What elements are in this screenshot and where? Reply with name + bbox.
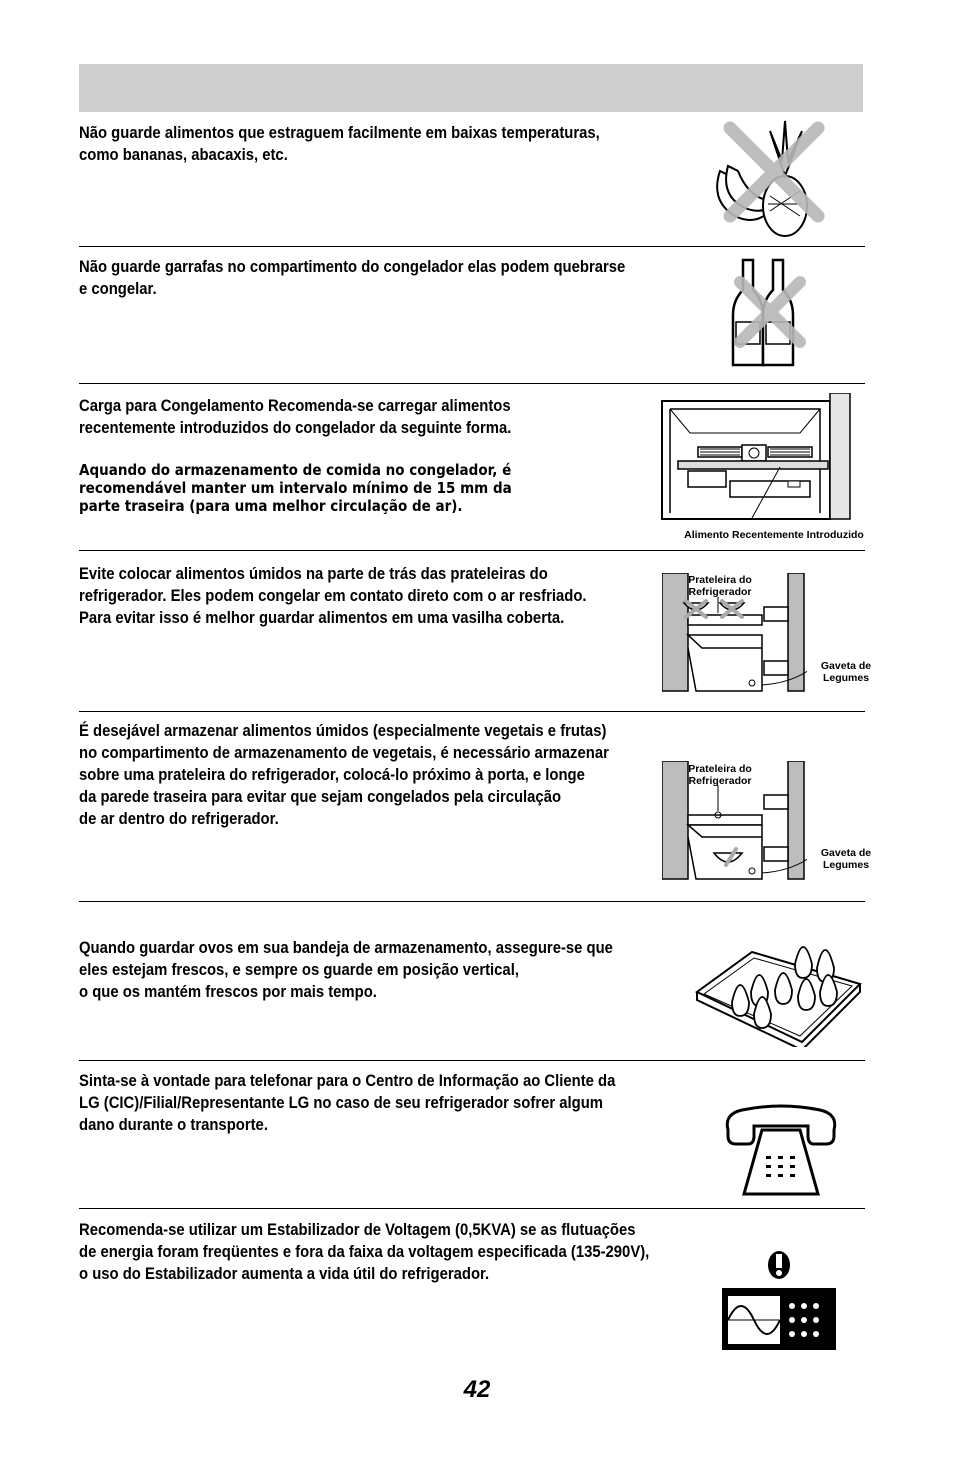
figure-label: Alimento Recentemente Introduzido — [684, 529, 864, 541]
section-text: Recomenda-se utilizar um Estabilizador de Voltagem (0,5KVA) se as flutuações de energia foram freqüentes e fora da faixa da voltagem especificada (135-290V), o uso do Estabilizador aumenta a vida útil do refrigerador. — [79, 1221, 650, 1283]
page-number: 42 — [463, 1376, 491, 1403]
voltage-stabilizer-icon — [720, 1250, 838, 1352]
divider — [79, 383, 865, 384]
section-text: Não guarde alimentos que estraguem facilmente em baixas temperaturas, como bananas, abacaxis, etc. — [79, 124, 600, 164]
divider — [79, 901, 865, 902]
freezer-diagram — [660, 393, 852, 523]
drawer-label: Gaveta de Legumes — [820, 660, 872, 684]
header-bar — [79, 64, 863, 112]
shelf-label: Prateleira do Refrigerador — [688, 763, 752, 787]
section-text: Evite colocar alimentos úmidos na parte de trás das prateleiras do refrigerador. Eles podem congelar em contato direto com o ar resfriado. Para evitar isso é melhor guardar alimentos em uma vasilha coberta. — [79, 565, 587, 627]
divider — [79, 711, 865, 712]
fruit-prohibited-icon — [710, 116, 825, 241]
section-text: Sinta-se à vontade para telefonar para o Centro de Informação ao Cliente da LG (CIC)/Filial/Representante LG no caso de seu refrigerador sofrer algum dano durante o transporte. — [79, 1072, 616, 1134]
drawer-label: Gaveta de Legumes — [820, 847, 872, 871]
section-text: Carga para Congelamento Recomenda-se carregar alimentos recentemente introduzidos do congelador da seguinte forma. — [79, 397, 512, 437]
section-text: Não guarde garrafas no compartimento do congelador elas podem quebrarse e congelar. — [79, 258, 626, 298]
divider — [79, 550, 865, 551]
divider — [79, 1208, 865, 1209]
section-text-secondary: Aquando do armazenamento de comida no congelador, é recomendável manter um intervalo mínimo de 15 mm da parte traseira (para uma melhor circulação de ar). — [79, 461, 512, 515]
egg-tray-icon — [692, 932, 864, 1047]
bottles-prohibited-icon — [728, 250, 813, 372]
divider — [79, 1060, 865, 1061]
shelf-label: Prateleira do Refrigerador — [688, 574, 752, 598]
section-text: É desejável armazenar alimentos úmidos (especialmente vegetais e frutas) no compartimento de armazenamento de vegetais, é necessário armazenar sobre uma prateleira do refrigerador, colocá-lo próximo à porta, e longe da parede traseira para evitar que sejam congelados pela circulação de ar dentro do refrigerador. — [79, 722, 609, 828]
telephone-icon — [722, 1104, 840, 1198]
section-text: Quando guardar ovos em sua bandeja de armazenamento, assegure-se que eles estejam frescos, e sempre os guarde em posição vertical, o que os mantém frescos por mais tempo. — [79, 939, 613, 1001]
divider — [79, 246, 865, 247]
